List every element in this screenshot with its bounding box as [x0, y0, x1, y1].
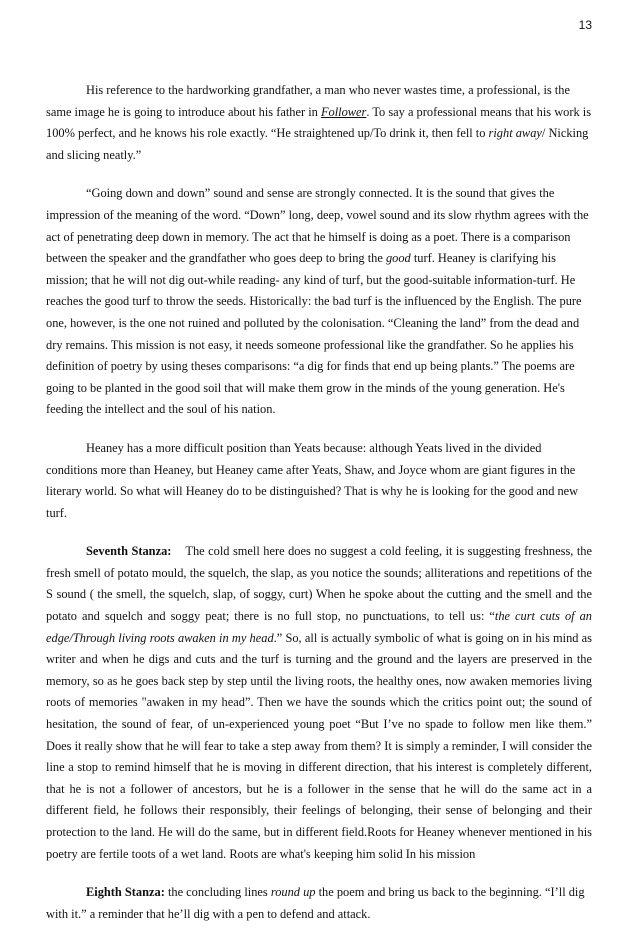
seventh-stanza-heading: Seventh Stanza:	[86, 544, 172, 559]
p1-text-b: . To say a professional means that his work is 100% perfect, and he knows his role exactly. “He straightened up/To drink it, then fell to	[46, 104, 592, 141]
paragraph-heaney-yeats: Heaney has a more difficult position than Yeats because: although Yeats lived in the divided conditions more than Heaney, but Heaney came after Yeats, Shaw, and Joyce whom are giant figures in the literary world. So what will Heaney do to be distinguished? That is why he is looking for the good and new turf.	[46, 440, 579, 520]
paragraph-eighth-stanza	[46, 882, 592, 925]
p1-text-a: His reference to the hardworking grandfather, a man who never wastes time, a professional, is the same image he is going to introduce about his father in	[46, 83, 570, 119]
p2-text-a: “Going down and down” sound and sense are strongly connected. It is the sound that gives the impression of the meaning of the word. “Down” long, deep, vowel sound and its slow rhythm agrees with the act of penetrating deep down in memory. The act that he himself is doing as a poet. There is a comparison between the speaker and the grandfather who goes deep to bring the	[46, 186, 589, 266]
p2-text-b: turf. Heaney is clarifying his mission; that he will not dig out-while reading- any kind of turf, but the good-suitable information-turf. He reaches the good turf to throw the seeds. Historically: the bad turf is the influenced by the English. The pure one, however, is the one not ruined and polluted by the colonisation. “Cleaning the land” from the dead and dry remains. This mission is not easy, it needs someone professional like the grandfather. So he applies his definition of poetry by using theses comparisons: “a dig for finds that end up being plants.” The poems are going to be planted in the good soil that will make them grow in the minds of the young generation. He's feeding the intellect and the soul of his nation.	[46, 251, 582, 417]
paragraph-seventh-stanza	[46, 541, 592, 865]
p5-text-a: the concluding lines	[164, 885, 271, 900]
p1-italic-quote: right away	[488, 126, 542, 141]
follower-title: Follower	[320, 104, 367, 119]
eighth-stanza-heading: Eighth Stanza:	[86, 885, 165, 900]
page-number: 13	[578, 18, 592, 32]
p1-text-c: / Nicking and slicing neatly.”	[46, 126, 589, 162]
paragraph-going-down	[46, 183, 592, 421]
p4-text-a: The cold smell here does no suggest a cold feeling, it is suggesting freshness, the fresh smell of potato mould, the squelch, the slap, as you notice the sounds; alliterations and repetitions of the S sound ( the smell, the squelch, slap, of soggy, curt) When he spoke about the cutting and the smell and the potato and squelch and soggy peat; there is no full stop, no punctuations, to tell us: “	[46, 544, 592, 624]
p2-italic-good: good	[385, 251, 411, 266]
p5-text-b: the poem and bring us back to the beginning. “I’ll dig with it.” a reminder that he’ll dig with a pen to defend and attack.	[46, 885, 585, 921]
p4-text-b: .” So, all is actually symbolic of what is going on in his mind as writer and when he digs and cuts and the turf is turning and the ground and the layers are preserved in the memory, so as he goes back step by step until the living roots, the healthy ones, now awaken memories living roots of memories "awaken in my head”. Then we have the sounds which the critics point out; the sound of hesitation, the sound of fear, of un-experienced young poet “But I’ve no spade to follow men like them.” Does it really show that he will fear to take a step away from them? It is simply a reminder, I will consider the line a stop to remind himself that he is moving in different direction, that his interest is completely different, that he is not a follower of ancestors, but he is a follower in the sense that he will do the same act in a different field, he follows their responsibly, their feelings of belonging, their sense of belonging and their protection to the land. He will do the same, but in different field.Roots for Heaney whenever mentioned in his poetry are fertile toots of a wet land. Roots are what's keeping him solid In his mission	[46, 630, 593, 861]
paragraph-grandfather-reference	[46, 80, 592, 166]
page-body	[46, 80, 592, 942]
p5-italic-round-up: round up	[270, 885, 316, 900]
p4-italic-quote: the curt cuts of an edge/Through living roots awaken in my head	[46, 609, 592, 645]
